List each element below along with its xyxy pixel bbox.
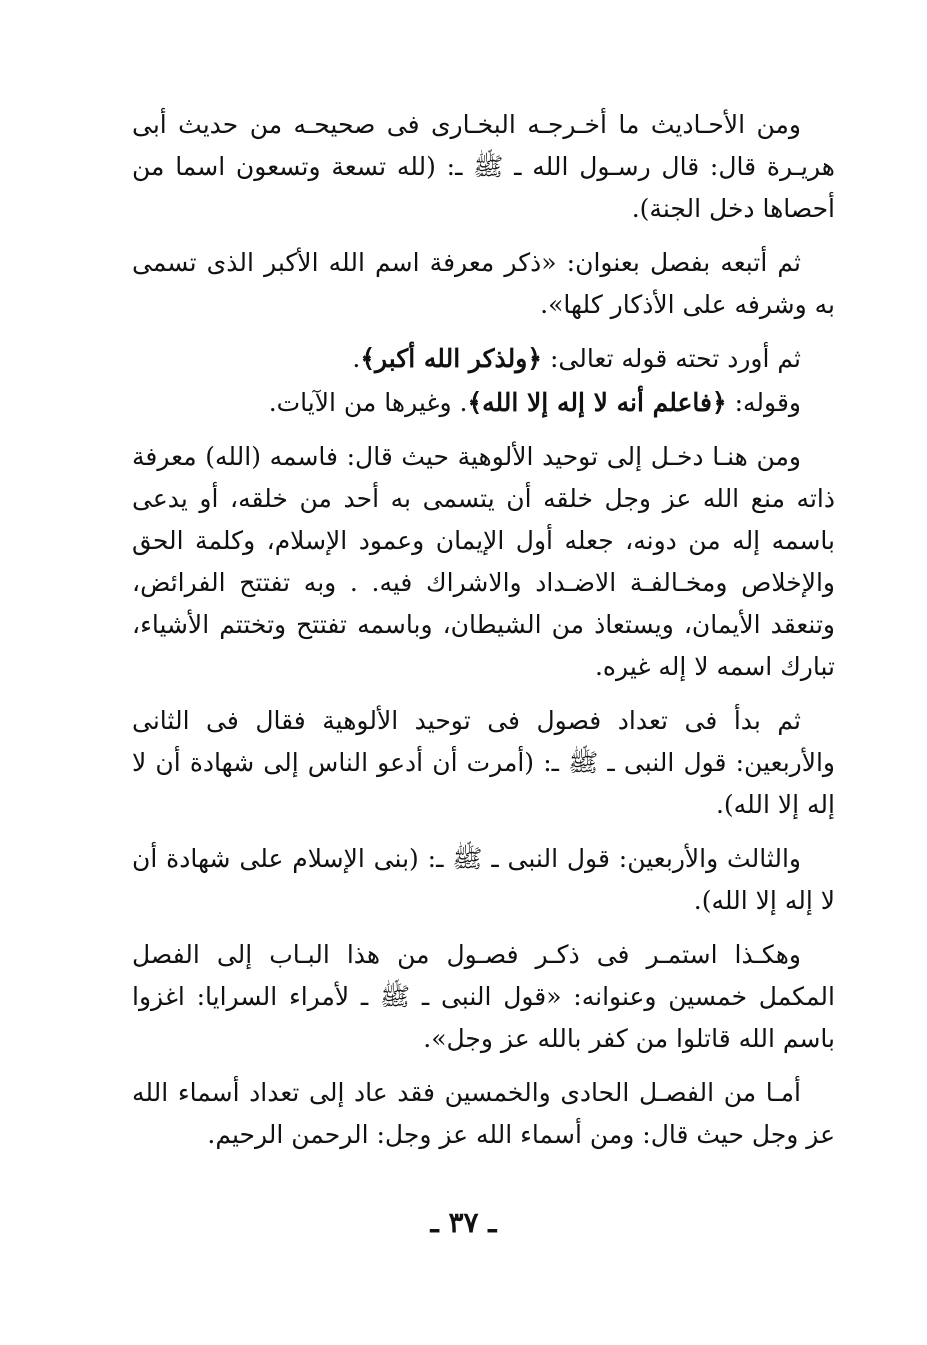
verse-intro: ثم أورد تحته قوله تعالى: xyxy=(542,344,801,373)
paragraph-chapter-43: والثالث والأربعين: قول النبى ـ ﷺ ـ: (بنى الإسلام على شهادة أن لا إله إلا الله). xyxy=(132,844,835,915)
paragraph-verse-tawhid xyxy=(132,382,835,424)
paragraph-verse-dhikr xyxy=(132,338,835,380)
page-body xyxy=(132,104,835,1168)
page-number: ـ ٣٧ ـ xyxy=(430,1206,497,1239)
verse-outro: . xyxy=(352,344,361,373)
verse-outro: . وغيرها من الآيات. xyxy=(268,388,468,417)
quran-verse: ﴿فاعلم أنه لا إله إلا الله﴾ xyxy=(467,388,727,417)
paragraph-hadith-bukhari: ومن الأحـاديث ما أخـرجـه البخـارى فى صحيحـه من حديث أبى هريـرة قال: قال رسـول الله ـ ﷺ ـ: (لله تسعة وتسعون اسما من أحصاها دخل الجنة). xyxy=(132,110,835,223)
paragraph-chapter-title: ثم أتبعه بفصل بعنوان: «ذكر معرفة اسم الله الأكبر الذى تسمى به وشرفه على الأذكار كلها». xyxy=(132,248,835,319)
quran-verse: ﴿ولذكر الله أكبر﴾ xyxy=(360,344,542,373)
paragraph-chapter-50: وهكـذا استمـر فى ذكـر فصـول من هذا البـاب إلى الفصل المكمل خمسين وعنوانه: «قول النبى ـ ﷺ ـ لأمراء السرايا: اغزوا باسم الله قاتلوا من كفر بالله عز وجل». xyxy=(132,940,835,1053)
paragraph-tawhid-uluhiyya: ومن هنـا دخـل إلى توحيد الألوهية حيث قال: فاسمه (الله) معرفة ذاته منع الله عز وجل خلقه أن يتسمى به أحد من خلقه، أو يدعى باسمه إله من دونه، جعله أول الإيمان وعمود الإسلام، وكلمة الحق والإخلاص ومخـالفـة الاضـداد والاشراك فيه. . وبه تفتتح الفرائض، وتنعقد الأيمان، ويستعاذ من الشيطان، وباسمه تفتتح وتختتم الأشياء، تبارك اسمه لا إله غيره. xyxy=(132,442,835,681)
verse-intro: وقوله: xyxy=(726,388,801,417)
paragraph-chapter-51: أمـا من الفصـل الحادى والخمسين فقد عاد إلى تعداد أسماء الله عز وجل حيث قال: ومن أسماء الله عز وجل: الرحمن الرحيم. xyxy=(132,1078,835,1149)
paragraph-chapter-42: ثم بدأ فى تعداد فصول فى توحيد الألوهية فقال فى الثانى والأربعين: قول النبى ـ ﷺ ـ: (أمرت أن أدعو الناس إلى شهادة أن لا إله إلا الله). xyxy=(132,706,835,819)
